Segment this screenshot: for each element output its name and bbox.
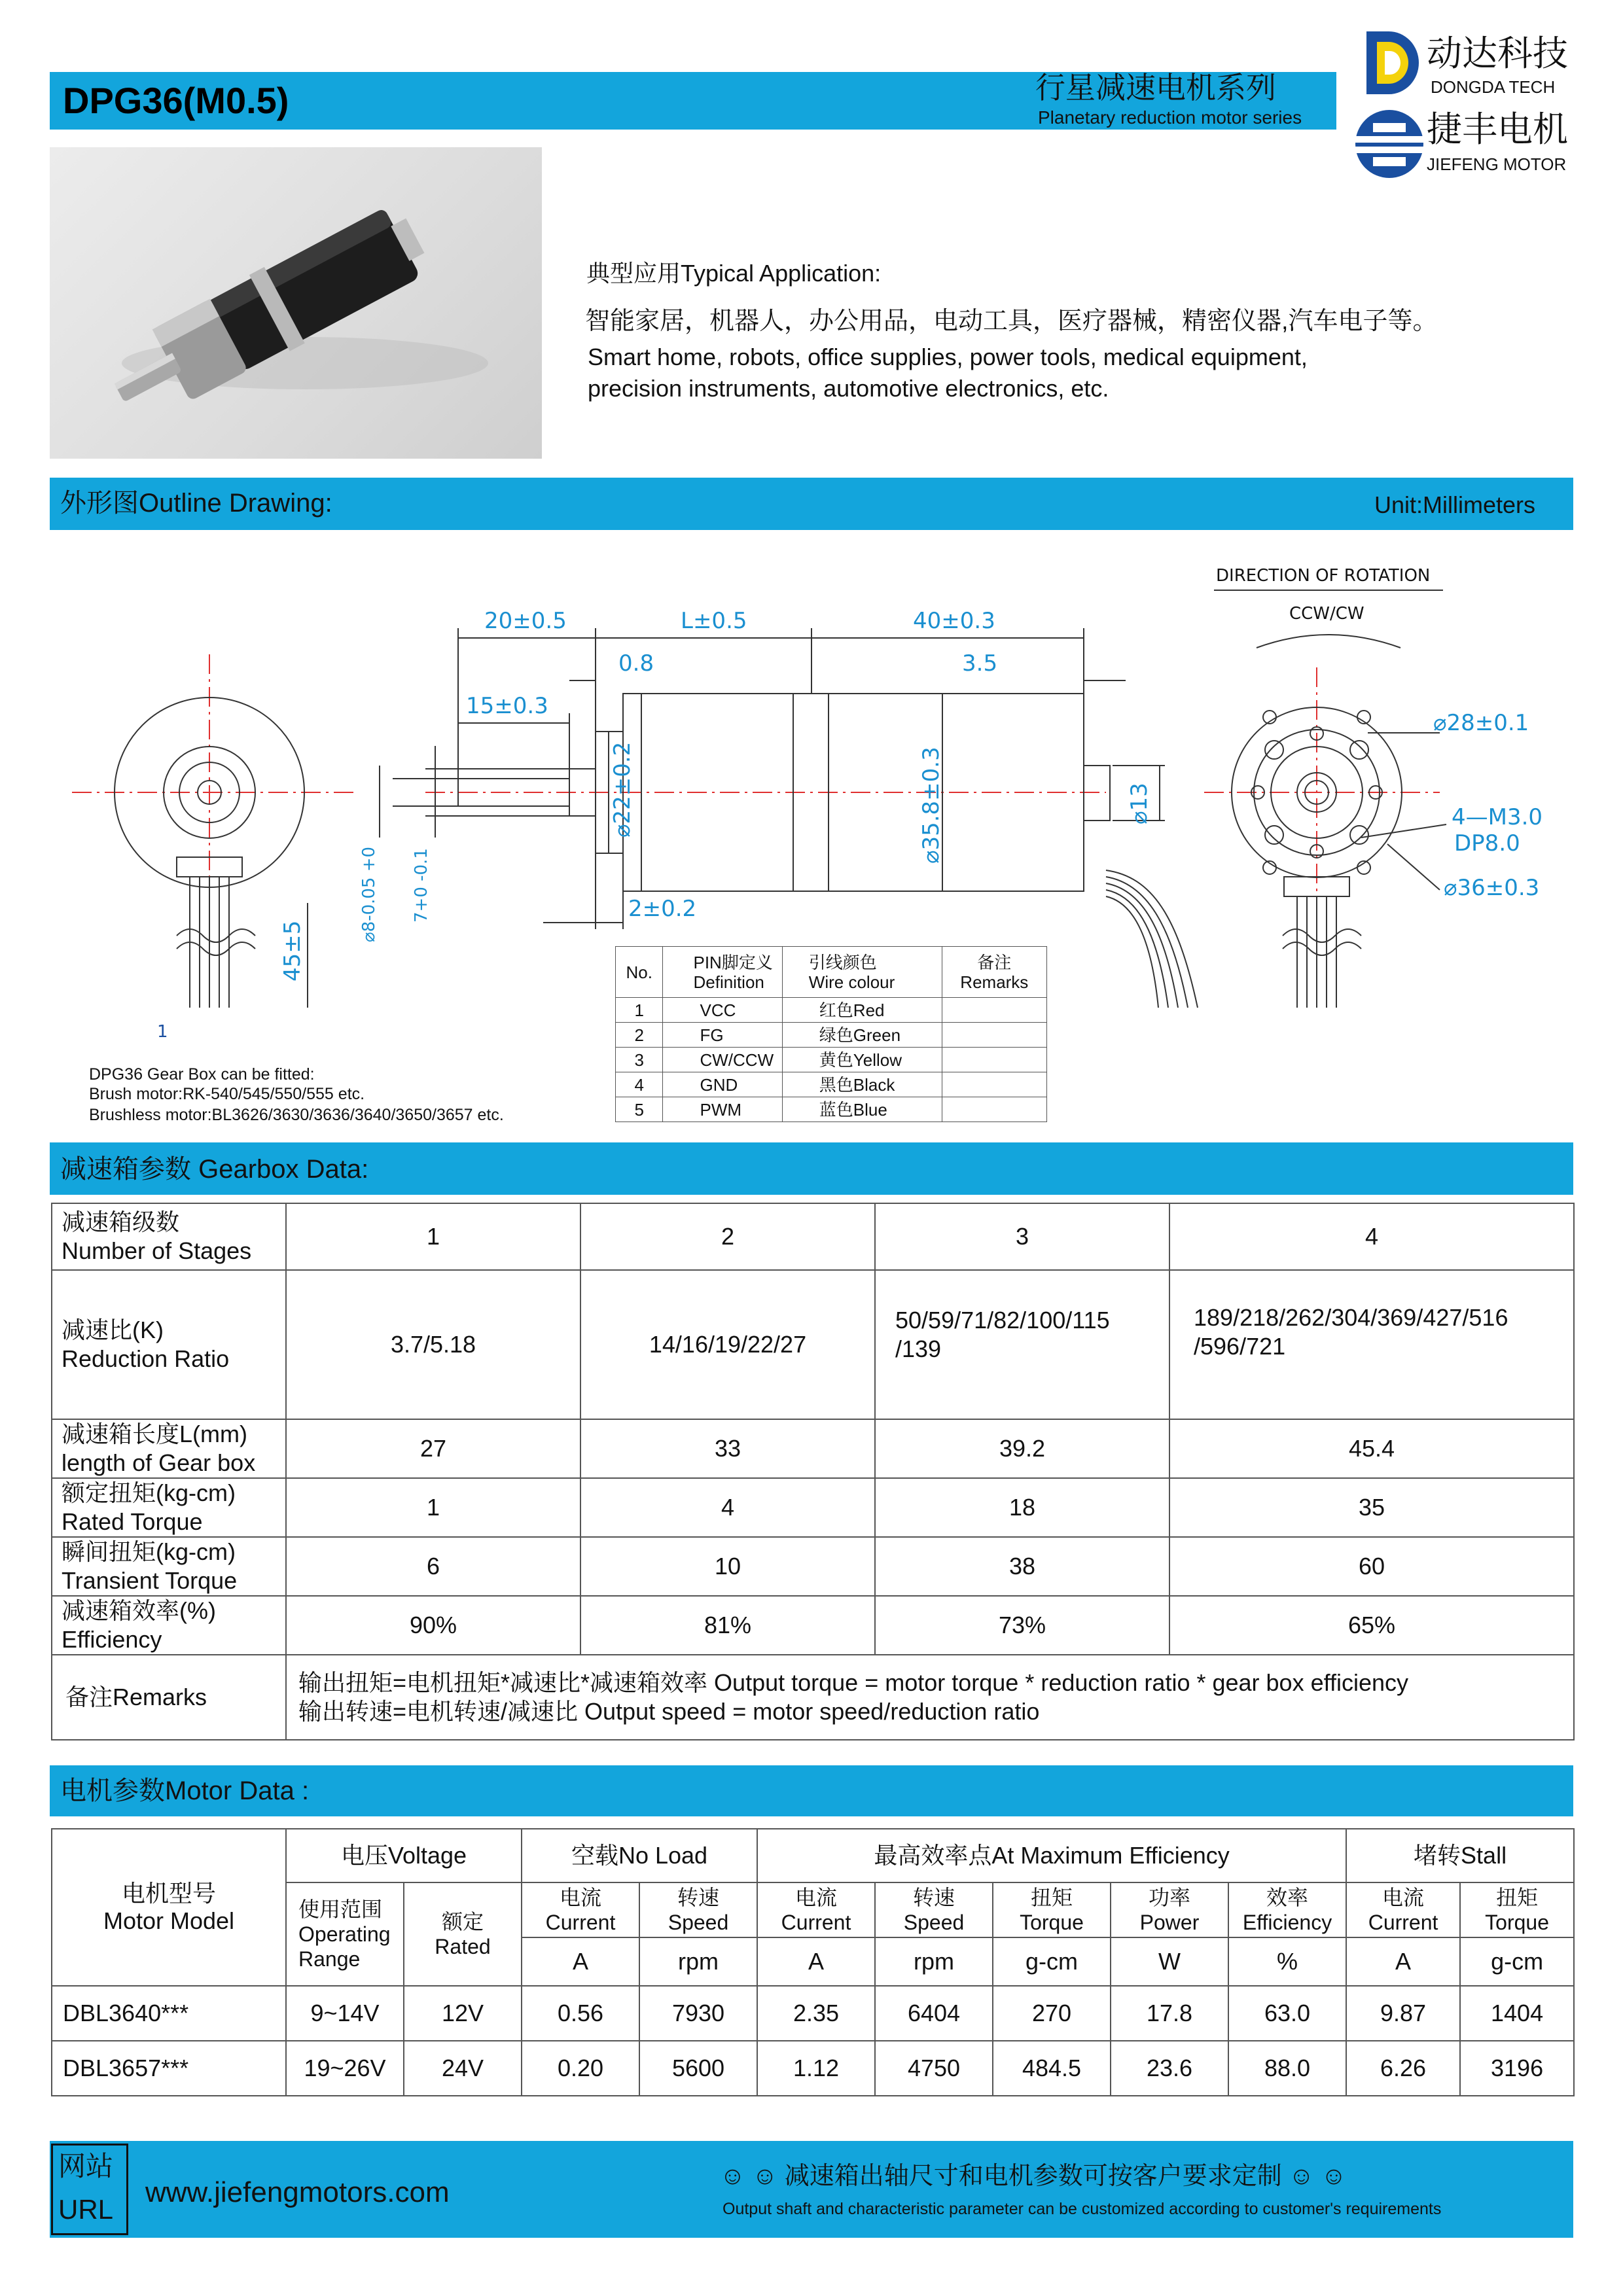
stages-4: 4 <box>1169 1203 1574 1270</box>
motor-cell: 9~14V <box>286 1986 404 2041</box>
motor-cell: 4750 <box>875 2041 993 2096</box>
length-label-en: length of Gear box <box>62 1449 256 1476</box>
dim-45: 45±5 <box>279 920 306 981</box>
model-label-en: Motor Model <box>103 1907 235 1934</box>
eff-label-en: Efficiency <box>62 1626 162 1653</box>
dim-l: L±0.5 <box>681 608 747 634</box>
noload-header: 空载No Load <box>522 1829 757 1882</box>
footer-url-box <box>51 2144 128 2235</box>
unit-rpm: rpm <box>639 1937 757 1986</box>
unit-a: A <box>522 1937 639 1986</box>
pin-remark <box>942 998 1046 1023</box>
st-current-en: Current <box>1368 1911 1438 1934</box>
dim-36: ⌀36±0.3 <box>1444 875 1540 901</box>
st-current-cn: 电流 <box>1382 1886 1425 1909</box>
pin-def: PWM <box>663 1097 782 1122</box>
st-torque-cn: 扭矩 <box>1496 1886 1539 1909</box>
table-row: 1 <box>616 998 663 1023</box>
ratio-label-cn: 减速比(K) <box>62 1316 164 1343</box>
rotation-label: CCW/CW <box>1289 604 1364 624</box>
dim-13: ⌀13 <box>1126 783 1152 824</box>
model-label-cn: 电机型号 <box>121 1880 216 1907</box>
dim-15: 15±0.3 <box>466 693 548 719</box>
pin-color: 红色Red <box>782 998 942 1023</box>
eff-4: 65% <box>1169 1596 1574 1655</box>
stages-label-cn: 减速箱级数 <box>62 1209 180 1235</box>
fit-brush: Brush motor:RK-540/545/550/555 etc. <box>89 1085 365 1103</box>
table-row <box>52 1986 1574 2041</box>
pin-def: CW/CCW <box>663 1048 782 1072</box>
remarks-line-1: 输出扭矩=电机扭矩*减速比*减速箱效率 Output torque = motor torque * reduction ratio * gear box efficiency <box>298 1669 1408 1696</box>
dim-m3: 4—M3.0 <box>1452 804 1543 830</box>
unit-gcm: g-cm <box>1460 1937 1574 1986</box>
rated-2: 4 <box>580 1478 875 1537</box>
rated-cn: 额定 <box>441 1910 484 1934</box>
header-series-en: Planetary reduction motor series <box>1038 107 1302 128</box>
dongda-name-en: DONGDA TECH <box>1431 77 1556 97</box>
rated-label-cn: 额定扭矩(kg-cm) <box>62 1479 236 1506</box>
jiefeng-name-en: JIEFENG MOTOR <box>1427 154 1567 174</box>
motor-cell: 6404 <box>875 1986 993 2041</box>
motor-cell: 0.20 <box>522 2041 639 2096</box>
ratio-3b: /139 <box>895 1335 942 1362</box>
motor-cell: 484.5 <box>993 2041 1111 2096</box>
rated-1: 1 <box>286 1478 580 1537</box>
op-range-cn: 使用范围 <box>298 1898 383 1921</box>
dim-22: ⌀22±0.2 <box>609 741 635 838</box>
motor-cell: 6.26 <box>1346 2041 1460 2096</box>
nl-current-cn: 电流 <box>559 1886 601 1909</box>
rated-3: 18 <box>875 1478 1169 1537</box>
pin-head-no: No. <box>616 947 663 998</box>
outline-unit: Unit:Millimeters <box>1374 491 1536 518</box>
pin-head-def-en: Definition <box>693 972 764 992</box>
motor-cell: 12V <box>404 1986 522 2041</box>
dongda-name-cn: 动达科技 <box>1427 34 1568 73</box>
unit-a: A <box>1346 1937 1460 1986</box>
me-speed-en: Speed <box>903 1911 965 1934</box>
ratio-4a: 189/218/262/304/369/427/516 <box>1194 1304 1508 1331</box>
unit-gcm: g-cm <box>993 1937 1111 1986</box>
length-2: 33 <box>580 1419 875 1478</box>
outline-title: 外形图Outline Drawing: <box>60 489 332 518</box>
voltage-header: 电压Voltage <box>286 1829 522 1882</box>
transient-1: 6 <box>286 1537 580 1596</box>
transient-2: 10 <box>580 1537 875 1596</box>
table-row: 5 <box>616 1097 663 1122</box>
application-title: 典型应用Typical Application: <box>586 260 882 287</box>
motor-cell: 63.0 <box>1228 1986 1346 2041</box>
ratio-label-en: Reduction Ratio <box>62 1345 230 1372</box>
rated-en: Rated <box>435 1935 491 1958</box>
unit-w: W <box>1111 1937 1228 1986</box>
motor-title: 电机参数Motor Data : <box>60 1776 310 1805</box>
rated-label-en: Rated Torque <box>62 1508 203 1535</box>
footer-note-en: Output shaft and characteristic parameter can be customized according to customer's requirements <box>722 2200 1442 2218</box>
length-4: 45.4 <box>1169 1419 1574 1478</box>
motor-cell: 1.12 <box>757 2041 875 2096</box>
jiefeng-logo <box>1353 105 1425 183</box>
motor-model: DBL3640*** <box>52 1986 286 2041</box>
pin-color: 绿色Green <box>782 1023 942 1048</box>
length-1: 27 <box>286 1419 580 1478</box>
motor-cell: 9.87 <box>1346 1986 1460 2041</box>
me-torque-en: Torque <box>1020 1911 1084 1934</box>
rated-4: 35 <box>1169 1478 1574 1537</box>
gearbox-title: 减速箱参数 Gearbox Data: <box>60 1155 369 1184</box>
application-en-1: Smart home, robots, office supplies, power tools, medical equipment, <box>588 344 1308 370</box>
me-speed-cn: 转速 <box>913 1886 955 1909</box>
pin-head-color-en: Wire colour <box>808 972 895 992</box>
eff-1: 90% <box>286 1596 580 1655</box>
jiefeng-name-cn: 捷丰电机 <box>1427 110 1568 149</box>
dongda-logo <box>1361 26 1427 98</box>
motor-cell: 17.8 <box>1111 1986 1228 2041</box>
ratio-3a: 50/59/71/82/100/115 <box>895 1307 1110 1333</box>
remarks-line-2: 输出转速=电机转速/减速比 Output speed = motor speed/reduction ratio <box>298 1698 1040 1725</box>
motor-cell: 270 <box>993 1986 1111 2041</box>
pin-def: FG <box>663 1023 782 1048</box>
pin-head-def-cn: PIN脚定义 <box>693 952 773 972</box>
pin-remark <box>942 1097 1046 1122</box>
table-row: 2 <box>616 1023 663 1048</box>
fit-title: DPG36 Gear Box can be fitted: <box>89 1065 315 1084</box>
motor-cell: 0.56 <box>522 1986 639 2041</box>
length-label-cn: 减速箱长度L(mm) <box>62 1421 247 1447</box>
pin-color: 黑色Black <box>782 1072 942 1097</box>
me-current-en: Current <box>781 1911 851 1934</box>
application-en-2: precision instruments, automotive electronics, etc. <box>588 375 1109 402</box>
st-torque-en: Torque <box>1485 1911 1549 1934</box>
dim-40: 40±0.3 <box>913 608 995 634</box>
me-eff-cn: 效率 <box>1266 1886 1309 1909</box>
lead-number: 1 <box>157 1022 168 1042</box>
eff-3: 73% <box>875 1596 1169 1655</box>
ratio-2: 14/16/19/22/27 <box>580 1270 875 1419</box>
dim-7: 7+0 -0.1 <box>412 848 431 923</box>
gearbox-table <box>51 1203 1575 1740</box>
motor-cell: 5600 <box>639 2041 757 2096</box>
header-model: DPG36(M0.5) <box>63 80 289 121</box>
me-torque-cn: 扭矩 <box>1031 1886 1073 1909</box>
transient-3: 38 <box>875 1537 1169 1596</box>
remarks-label: 备注Remarks <box>52 1655 286 1740</box>
pin-remark <box>942 1023 1046 1048</box>
transient-label-cn: 瞬间扭矩(kg-cm) <box>62 1538 236 1565</box>
application-cn: 智能家居，机器人，办公用品，电动工具，医疗器械，精密仪器,汽车电子等。 <box>585 308 1438 335</box>
op-range-en-1: Operating <box>298 1922 391 1946</box>
fit-brushless: Brushless motor:BL3626/3630/3636/3640/3650/3657 etc. <box>89 1106 504 1124</box>
pin-head-color-cn: 引线颜色 <box>808 952 877 972</box>
unit-a: A <box>757 1937 875 1986</box>
footer-label-cn: 网站 <box>58 2151 114 2181</box>
motor-cell: 19~26V <box>286 2041 404 2096</box>
pin-color: 黄色Yellow <box>782 1048 942 1072</box>
motor-cell: 7930 <box>639 1986 757 2041</box>
dim-35-8: ⌀35.8±0.3 <box>918 747 944 864</box>
unit-rpm: rpm <box>875 1937 993 1986</box>
motor-cell: 2.35 <box>757 1986 875 2041</box>
me-current-cn: 电流 <box>795 1886 838 1909</box>
dim-dp8: DP8.0 <box>1454 830 1520 857</box>
pin-remark <box>942 1072 1046 1097</box>
stages-1: 1 <box>286 1203 580 1270</box>
dim-0-8: 0.8 <box>618 650 654 677</box>
dim-8: ⌀8-0.05 +0 <box>359 846 379 942</box>
me-eff-en: Efficiency <box>1242 1911 1332 1934</box>
header-series-cn: 行星减速电机系列 <box>1035 71 1276 105</box>
unit-pct: % <box>1228 1937 1346 1986</box>
rotation-title: DIRECTION OF ROTATION <box>1216 566 1431 586</box>
me-power-en: Power <box>1139 1911 1200 1934</box>
dim-3-5: 3.5 <box>962 650 998 677</box>
stages-label-en: Number of Stages <box>62 1237 252 1264</box>
dim-20: 20±0.5 <box>484 608 567 634</box>
op-range-en-2: Range <box>298 1947 361 1971</box>
table-row: 4 <box>616 1072 663 1097</box>
footer-note-cn: ☺ ☺ 减速箱出轴尺寸和电机参数可按客户要求定制 ☺ ☺ <box>720 2163 1347 2190</box>
stages-3: 3 <box>875 1203 1169 1270</box>
footer-label-en: URL <box>58 2194 114 2225</box>
motor-cell: 3196 <box>1460 2041 1574 2096</box>
maxeff-header: 最高效率点At Maximum Efficiency <box>757 1829 1346 1882</box>
ratio-1: 3.7/5.18 <box>286 1270 580 1419</box>
pin-color: 蓝色Blue <box>782 1097 942 1122</box>
pin-table <box>615 946 1047 1122</box>
transient-label-en: Transient Torque <box>62 1567 238 1594</box>
pin-def: GND <box>663 1072 782 1097</box>
dim-28: ⌀28±0.1 <box>1433 710 1529 736</box>
motor-model: DBL3657*** <box>52 2041 286 2096</box>
motor-cell: 24V <box>404 2041 522 2096</box>
table-row <box>52 2041 1574 2096</box>
pin-def: VCC <box>663 998 782 1023</box>
motor-table <box>51 1828 1575 2096</box>
me-power-cn: 功率 <box>1149 1886 1191 1909</box>
motor-cell: 23.6 <box>1111 2041 1228 2096</box>
motor-cell: 88.0 <box>1228 2041 1346 2096</box>
dim-2: 2±0.2 <box>628 896 697 922</box>
pin-head-rem-cn: 备注 <box>977 952 1012 972</box>
nl-speed-cn: 转速 <box>677 1886 720 1909</box>
motor-cell: 1404 <box>1460 1986 1574 2041</box>
stages-2: 2 <box>580 1203 875 1270</box>
pin-head-rem-en: Remarks <box>960 972 1029 992</box>
ratio-4b: /596/721 <box>1194 1333 1286 1360</box>
eff-2: 81% <box>580 1596 875 1655</box>
table-row: 3 <box>616 1048 663 1072</box>
nl-current-en: Current <box>545 1911 616 1934</box>
nl-speed-en: Speed <box>668 1911 729 1934</box>
stall-header: 堵转Stall <box>1346 1829 1574 1882</box>
pin-remark <box>942 1048 1046 1072</box>
eff-label-cn: 减速箱效率(%) <box>62 1597 216 1624</box>
product-photo <box>50 147 542 459</box>
footer-url[interactable]: www.jiefengmotors.com <box>145 2176 450 2208</box>
length-3: 39.2 <box>875 1419 1169 1478</box>
transient-4: 60 <box>1169 1537 1574 1596</box>
